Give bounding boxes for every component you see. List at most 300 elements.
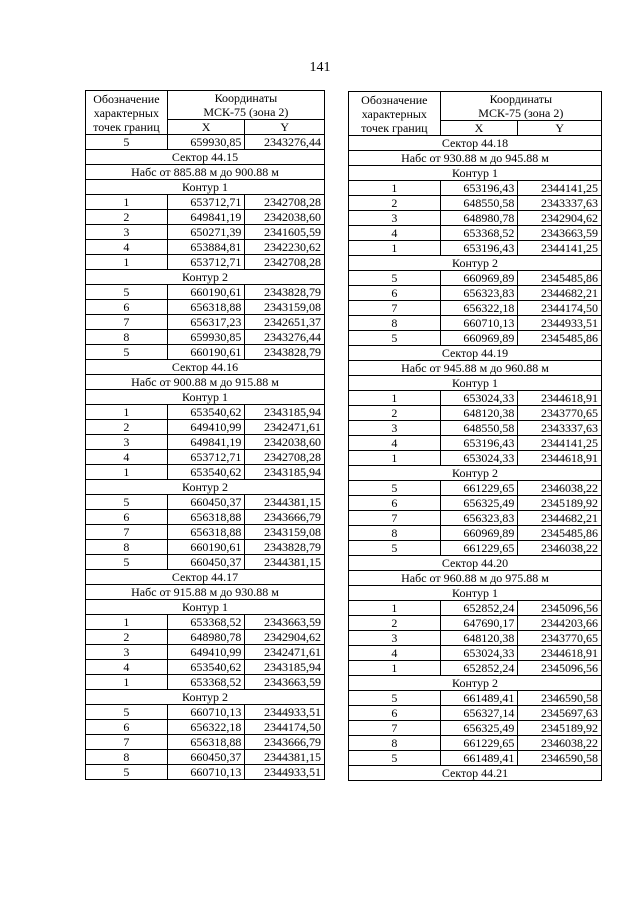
contour-row	[349, 256, 602, 271]
x-coordinate-cell: 653196,43	[440, 181, 518, 196]
contour-label: Контур 1	[349, 166, 602, 181]
x-coordinate-cell: 656318,88	[167, 300, 245, 315]
contour-label: Контур 2	[86, 480, 325, 495]
x-coordinate-cell: 653368,52	[167, 615, 245, 630]
header-coords-line: Координаты	[489, 92, 553, 106]
x-column-header: X	[440, 121, 518, 136]
table-row	[349, 706, 602, 721]
point-id-cell: 7	[86, 525, 168, 540]
point-id-cell: 2	[349, 616, 441, 631]
point-id-cell: 6	[86, 510, 168, 525]
point-id-cell: 5	[86, 495, 168, 510]
x-coordinate-cell: 660710,13	[167, 765, 245, 780]
point-id-cell: 3	[86, 645, 168, 660]
y-coordinate-cell: 2346590,58	[518, 691, 602, 706]
x-coordinate-cell: 653024,33	[440, 451, 518, 466]
y-coordinate-cell: 2344618,91	[518, 646, 602, 661]
contour-row	[86, 390, 325, 405]
table-row	[349, 751, 602, 766]
contour-row	[86, 480, 325, 495]
x-coordinate-cell: 653712,71	[167, 255, 245, 270]
y-coordinate-cell: 2345096,56	[518, 661, 602, 676]
points-header	[349, 92, 441, 136]
table-row	[349, 271, 602, 286]
table-row	[86, 405, 325, 420]
table-row	[86, 555, 325, 570]
contour-row	[349, 466, 602, 481]
sector-title: Набс от 885.88 м до 900.88 м	[86, 165, 325, 180]
sector-title: Сектор 44.17	[86, 570, 325, 585]
x-coordinate-cell: 652852,24	[440, 601, 518, 616]
point-id-cell: 3	[86, 225, 168, 240]
y-coordinate-cell: 2344381,15	[245, 495, 325, 510]
x-coordinate-cell: 656318,88	[167, 525, 245, 540]
point-id-cell: 5	[86, 555, 168, 570]
table-row	[86, 135, 325, 150]
x-coordinate-cell: 650271,39	[167, 225, 245, 240]
y-coordinate-cell: 2342708,28	[245, 255, 325, 270]
point-id-cell: 4	[349, 226, 441, 241]
y-coordinate-cell: 2343770,65	[518, 406, 602, 421]
coordinates-header	[167, 91, 324, 120]
table-row	[86, 765, 325, 780]
y-coordinate-cell: 2342708,28	[245, 195, 325, 210]
sector-title-row	[349, 556, 602, 571]
x-coordinate-cell: 656323,83	[440, 511, 518, 526]
point-id-cell: 7	[349, 511, 441, 526]
point-id-cell: 5	[349, 271, 441, 286]
x-coordinate-cell: 659930,85	[167, 135, 245, 150]
table-row	[86, 495, 325, 510]
x-coordinate-cell: 660450,37	[167, 495, 245, 510]
x-coordinate-cell: 653540,62	[167, 660, 245, 675]
point-id-cell: 5	[86, 765, 168, 780]
point-id-cell: 2	[86, 210, 168, 225]
x-coordinate-cell: 653540,62	[167, 405, 245, 420]
sector-title: Сектор 44.20	[349, 556, 602, 571]
x-coordinate-cell: 661229,65	[440, 541, 518, 556]
x-coordinate-cell: 653196,43	[440, 241, 518, 256]
x-coordinate-cell: 656318,88	[167, 735, 245, 750]
point-id-cell: 8	[349, 316, 441, 331]
x-coordinate-cell: 653368,52	[167, 675, 245, 690]
y-column-header: Y	[245, 120, 325, 135]
x-coordinate-cell: 660969,89	[440, 271, 518, 286]
table-row	[349, 226, 602, 241]
table-row	[86, 315, 325, 330]
point-id-cell: 2	[349, 406, 441, 421]
sector-title: Сектор 44.15	[86, 150, 325, 165]
table-row	[86, 345, 325, 360]
point-id-cell: 5	[86, 135, 168, 150]
point-id-cell: 1	[349, 661, 441, 676]
point-id-cell: 6	[86, 300, 168, 315]
table-row	[86, 540, 325, 555]
y-coordinate-cell: 2343276,44	[245, 135, 325, 150]
y-coordinate-cell: 2342471,61	[245, 645, 325, 660]
x-coordinate-cell: 653024,33	[440, 646, 518, 661]
x-coordinate-cell: 656322,18	[440, 301, 518, 316]
table-row	[86, 300, 325, 315]
table-row	[86, 705, 325, 720]
y-coordinate-cell: 2343666,79	[245, 735, 325, 750]
table-row	[86, 195, 325, 210]
sector-title-row	[86, 570, 325, 585]
table-row	[86, 735, 325, 750]
points-header	[86, 91, 168, 135]
y-coordinate-cell: 2342038,60	[245, 210, 325, 225]
header-label-line: точек границ	[361, 120, 428, 135]
sector-title-row	[349, 136, 602, 151]
table-row	[86, 420, 325, 435]
contour-label: Контур 1	[86, 600, 325, 615]
x-coordinate-cell: 647690,17	[440, 616, 518, 631]
table-row	[349, 436, 602, 451]
point-id-cell: 2	[349, 196, 441, 211]
y-coordinate-cell: 2342904,62	[245, 630, 325, 645]
x-coordinate-cell: 656317,23	[167, 315, 245, 330]
header-label-line: Обозначение	[361, 92, 428, 107]
y-coordinate-cell: 2343663,59	[245, 675, 325, 690]
sector-title-row	[86, 375, 325, 390]
point-id-cell: 7	[349, 301, 441, 316]
y-coordinate-cell: 2344174,50	[245, 720, 325, 735]
x-coordinate-cell: 660710,13	[167, 705, 245, 720]
y-coordinate-cell: 2345189,92	[518, 496, 602, 511]
y-coordinate-cell: 2342230,62	[245, 240, 325, 255]
y-coordinate-cell: 2345485,86	[518, 331, 602, 346]
y-coordinate-cell: 2345096,56	[518, 601, 602, 616]
x-coordinate-cell: 660710,13	[440, 316, 518, 331]
y-coordinate-cell: 2346038,22	[518, 481, 602, 496]
point-id-cell: 5	[349, 751, 441, 766]
point-id-cell: 4	[349, 646, 441, 661]
table-row	[349, 601, 602, 616]
table-row	[349, 526, 602, 541]
point-id-cell: 2	[86, 420, 168, 435]
y-coordinate-cell: 2344141,25	[518, 436, 602, 451]
point-id-cell: 6	[349, 496, 441, 511]
x-coordinate-cell: 660190,61	[167, 540, 245, 555]
table-row	[86, 630, 325, 645]
table-row	[349, 406, 602, 421]
table-row	[86, 615, 325, 630]
sector-title: Сектор 44.21	[349, 766, 602, 781]
point-id-cell: 6	[86, 720, 168, 735]
x-coordinate-cell: 660190,61	[167, 285, 245, 300]
point-id-cell: 8	[86, 330, 168, 345]
header-coords-line: Координаты	[214, 91, 278, 105]
y-coordinate-cell: 2343663,59	[518, 226, 602, 241]
sector-title-row	[349, 571, 602, 586]
sector-title: Набс от 915.88 м до 930.88 м	[86, 585, 325, 600]
header-label-line: характерных	[93, 105, 159, 120]
y-coordinate-cell: 2344618,91	[518, 451, 602, 466]
x-coordinate-cell: 653368,52	[440, 226, 518, 241]
table-row	[349, 496, 602, 511]
sector-title-row	[349, 361, 602, 376]
x-coordinate-cell: 661489,41	[440, 691, 518, 706]
y-coordinate-cell: 2342651,37	[245, 315, 325, 330]
table-row	[86, 645, 325, 660]
table-row	[349, 316, 602, 331]
table-row	[86, 285, 325, 300]
y-coordinate-cell: 2344682,21	[518, 511, 602, 526]
y-coordinate-cell: 2344141,25	[518, 241, 602, 256]
x-coordinate-cell: 648120,38	[440, 631, 518, 646]
y-coordinate-cell: 2345485,86	[518, 526, 602, 541]
y-coordinate-cell: 2344174,50	[518, 301, 602, 316]
sector-title-row	[349, 766, 602, 781]
x-coordinate-cell: 661229,65	[440, 736, 518, 751]
table-row	[349, 736, 602, 751]
coordinates-table-left	[85, 90, 325, 780]
y-coordinate-cell: 2342038,60	[245, 435, 325, 450]
table-row	[349, 301, 602, 316]
y-coordinate-cell: 2343770,65	[518, 631, 602, 646]
sector-title-row	[86, 585, 325, 600]
table-header-row	[86, 91, 325, 120]
x-coordinate-cell: 660450,37	[167, 750, 245, 765]
sector-title-row	[86, 150, 325, 165]
y-coordinate-cell: 2343663,59	[245, 615, 325, 630]
table-row	[86, 255, 325, 270]
point-id-cell: 1	[86, 195, 168, 210]
y-coordinate-cell: 2345485,86	[518, 271, 602, 286]
table-row	[349, 661, 602, 676]
point-id-cell: 1	[349, 391, 441, 406]
table-row	[86, 225, 325, 240]
contour-row	[86, 270, 325, 285]
x-coordinate-cell: 648980,78	[440, 211, 518, 226]
contour-label: Контур 2	[86, 270, 325, 285]
sector-title: Набс от 930.88 м до 945.88 м	[349, 151, 602, 166]
x-coordinate-cell: 649841,19	[167, 210, 245, 225]
point-id-cell: 2	[86, 630, 168, 645]
x-coordinate-cell: 660969,89	[440, 526, 518, 541]
y-column-header: Y	[518, 121, 602, 136]
contour-row	[86, 180, 325, 195]
x-coordinate-cell: 653196,43	[440, 436, 518, 451]
table-row	[86, 435, 325, 450]
sector-title: Сектор 44.19	[349, 346, 602, 361]
x-coordinate-cell: 648550,58	[440, 196, 518, 211]
x-coordinate-cell: 661229,65	[440, 481, 518, 496]
x-coordinate-cell: 660969,89	[440, 331, 518, 346]
table-row	[86, 660, 325, 675]
y-coordinate-cell: 2343159,08	[245, 525, 325, 540]
table-row	[86, 675, 325, 690]
header-coords-line: МСК-75 (зона 2)	[478, 106, 564, 120]
table-row	[349, 331, 602, 346]
point-id-cell: 1	[349, 451, 441, 466]
point-id-cell: 5	[349, 331, 441, 346]
point-id-cell: 4	[349, 436, 441, 451]
table-row	[86, 525, 325, 540]
sector-title-row	[86, 165, 325, 180]
x-coordinate-cell: 653712,71	[167, 450, 245, 465]
point-id-cell: 3	[86, 435, 168, 450]
sector-title: Набс от 900.88 м до 915.88 м	[86, 375, 325, 390]
x-column-header: X	[167, 120, 245, 135]
y-coordinate-cell: 2343276,44	[245, 330, 325, 345]
x-coordinate-cell: 656327,14	[440, 706, 518, 721]
table-row	[349, 481, 602, 496]
table-row	[349, 211, 602, 226]
point-id-cell: 4	[86, 450, 168, 465]
table-row	[86, 330, 325, 345]
sector-title: Сектор 44.16	[86, 360, 325, 375]
point-id-cell: 5	[349, 481, 441, 496]
table-row	[349, 286, 602, 301]
point-id-cell: 1	[86, 615, 168, 630]
contour-row	[86, 690, 325, 705]
point-id-cell: 6	[349, 706, 441, 721]
table-row	[349, 691, 602, 706]
y-coordinate-cell: 2344933,51	[245, 705, 325, 720]
point-id-cell: 1	[86, 465, 168, 480]
x-coordinate-cell: 656325,49	[440, 721, 518, 736]
y-coordinate-cell: 2343828,79	[245, 540, 325, 555]
x-coordinate-cell: 656325,49	[440, 496, 518, 511]
x-coordinate-cell: 660190,61	[167, 345, 245, 360]
table-row	[86, 450, 325, 465]
point-id-cell: 1	[86, 255, 168, 270]
y-coordinate-cell: 2344141,25	[518, 181, 602, 196]
table-row	[349, 241, 602, 256]
table-row	[86, 750, 325, 765]
point-id-cell: 8	[349, 736, 441, 751]
x-coordinate-cell: 649410,99	[167, 645, 245, 660]
y-coordinate-cell: 2343828,79	[245, 345, 325, 360]
header-coords-line: МСК-75 (зона 2)	[203, 105, 289, 119]
table-header-row	[349, 92, 602, 121]
contour-row	[349, 376, 602, 391]
y-coordinate-cell: 2344933,51	[245, 765, 325, 780]
point-id-cell: 5	[86, 705, 168, 720]
page-number: 141	[309, 60, 331, 75]
x-coordinate-cell: 648980,78	[167, 630, 245, 645]
header-label-line: Обозначение	[93, 91, 160, 106]
point-id-cell: 5	[349, 691, 441, 706]
coordinates-table-right	[348, 91, 602, 781]
point-id-cell: 1	[86, 675, 168, 690]
sector-title-row	[86, 360, 325, 375]
x-coordinate-cell: 660450,37	[167, 555, 245, 570]
y-coordinate-cell: 2342904,62	[518, 211, 602, 226]
y-coordinate-cell: 2343185,94	[245, 660, 325, 675]
table-row	[349, 631, 602, 646]
y-coordinate-cell: 2344618,91	[518, 391, 602, 406]
table-row	[86, 240, 325, 255]
y-coordinate-cell: 2343337,63	[518, 196, 602, 211]
sector-title-row	[349, 151, 602, 166]
y-coordinate-cell: 2342708,28	[245, 450, 325, 465]
contour-label: Контур 2	[86, 690, 325, 705]
header-label-line: характерных	[361, 106, 427, 121]
point-id-cell: 7	[86, 735, 168, 750]
point-id-cell: 4	[86, 660, 168, 675]
x-coordinate-cell: 656322,18	[167, 720, 245, 735]
y-coordinate-cell: 2341605,59	[245, 225, 325, 240]
x-coordinate-cell: 653884,81	[167, 240, 245, 255]
table-row	[349, 391, 602, 406]
point-id-cell: 5	[349, 541, 441, 556]
contour-label: Контур 2	[349, 466, 602, 481]
y-coordinate-cell: 2346038,22	[518, 541, 602, 556]
y-coordinate-cell: 2343666,79	[245, 510, 325, 525]
table-row	[349, 421, 602, 436]
point-id-cell: 5	[86, 345, 168, 360]
y-coordinate-cell: 2346590,58	[518, 751, 602, 766]
x-coordinate-cell: 656323,83	[440, 286, 518, 301]
contour-label: Контур 1	[86, 180, 325, 195]
table-row	[349, 721, 602, 736]
y-coordinate-cell: 2343828,79	[245, 285, 325, 300]
contour-row	[349, 676, 602, 691]
x-coordinate-cell: 652852,24	[440, 661, 518, 676]
y-coordinate-cell: 2345697,63	[518, 706, 602, 721]
x-coordinate-cell: 648550,58	[440, 421, 518, 436]
contour-label: Контур 1	[86, 390, 325, 405]
table-row	[349, 646, 602, 661]
point-id-cell: 6	[349, 286, 441, 301]
y-coordinate-cell: 2343337,63	[518, 421, 602, 436]
x-coordinate-cell: 653024,33	[440, 391, 518, 406]
coordinates-header	[440, 92, 601, 121]
table-row	[349, 181, 602, 196]
sector-title: Сектор 44.18	[349, 136, 602, 151]
table-row	[349, 196, 602, 211]
contour-label: Контур 2	[349, 256, 602, 271]
x-coordinate-cell: 661489,41	[440, 751, 518, 766]
table-row	[349, 541, 602, 556]
contour-row	[349, 586, 602, 601]
x-coordinate-cell: 649841,19	[167, 435, 245, 450]
point-id-cell: 8	[86, 540, 168, 555]
point-id-cell: 3	[349, 631, 441, 646]
point-id-cell: 1	[86, 405, 168, 420]
x-coordinate-cell: 659930,85	[167, 330, 245, 345]
table-row	[86, 465, 325, 480]
y-coordinate-cell: 2344381,15	[245, 750, 325, 765]
y-coordinate-cell: 2346038,22	[518, 736, 602, 751]
contour-label: Контур 1	[349, 586, 602, 601]
x-coordinate-cell: 649410,99	[167, 420, 245, 435]
table-row	[349, 511, 602, 526]
point-id-cell: 1	[349, 181, 441, 196]
sector-title: Набс от 945.88 м до 960.88 м	[349, 361, 602, 376]
point-id-cell: 1	[349, 241, 441, 256]
sector-title-row	[349, 346, 602, 361]
y-coordinate-cell: 2342471,61	[245, 420, 325, 435]
y-coordinate-cell: 2344682,21	[518, 286, 602, 301]
point-id-cell: 4	[86, 240, 168, 255]
point-id-cell: 7	[349, 721, 441, 736]
x-coordinate-cell: 653712,71	[167, 195, 245, 210]
header-label-line: точек границ	[93, 119, 160, 134]
y-coordinate-cell: 2343185,94	[245, 465, 325, 480]
point-id-cell: 7	[86, 315, 168, 330]
contour-label: Контур 2	[349, 676, 602, 691]
table-row	[349, 616, 602, 631]
x-coordinate-cell: 653540,62	[167, 465, 245, 480]
y-coordinate-cell: 2344933,51	[518, 316, 602, 331]
y-coordinate-cell: 2343185,94	[245, 405, 325, 420]
point-id-cell: 3	[349, 421, 441, 436]
y-coordinate-cell: 2344203,66	[518, 616, 602, 631]
y-coordinate-cell: 2345189,92	[518, 721, 602, 736]
